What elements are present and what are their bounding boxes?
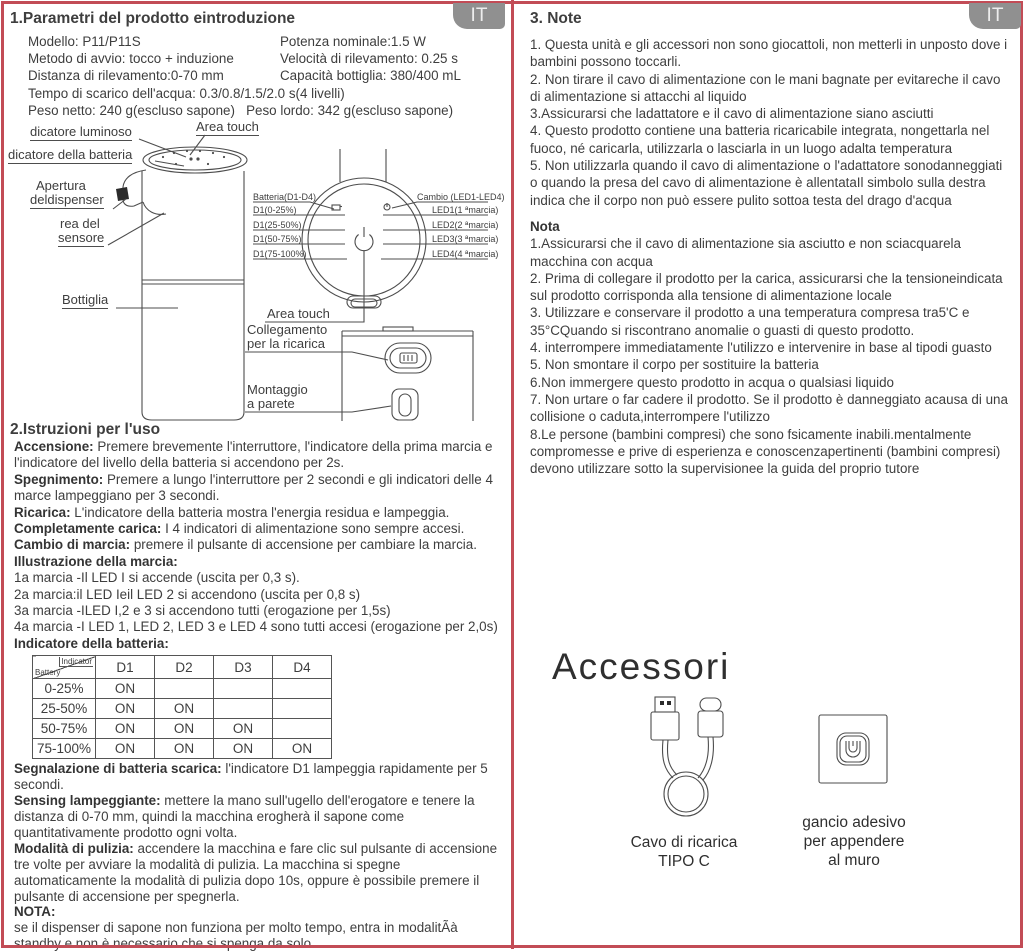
note-3: 3.Assicurarsi che ladattatore e il cavo di alimentazione siano asciutti — [530, 106, 934, 122]
table-header-row — [33, 656, 332, 679]
accessories-drawings — [514, 690, 1024, 830]
section3-title: 3. Note — [530, 10, 582, 27]
label-d1-0-25: D1(0-25%) — [253, 205, 297, 216]
nota-section — [530, 218, 1010, 477]
dispenser-side-view-drawing — [123, 147, 247, 420]
dispenser-back-view-drawing — [342, 327, 473, 421]
sensing-paragraph: Sensing lampeggiante: mettere la mano sull'ugello dell'erogatore e tenere la distanza di 0-70 mm, quindi la macchina erogherà il sapone come quantitativamente prodotto ogni volta. — [14, 793, 475, 840]
product-parameters — [28, 33, 503, 119]
top-led-dots — [162, 150, 225, 165]
notes-list — [530, 36, 1010, 209]
label-montaggio-2: a parete — [247, 396, 295, 412]
gear-line-4: 4a marcia -I LED 1, LED 2, LED 3 e LED 4 sono tutti accesi (erogazione per 2,0s) — [14, 619, 498, 635]
param-detect-distance: Distanza di rilevamento:0-70 mm — [28, 68, 224, 84]
label-bottiglia: Bottiglia — [62, 292, 109, 308]
section1-title: 1.Parametri del prodotto eintroduzione — [10, 10, 296, 27]
wall-hook-drawing — [819, 715, 887, 783]
label-collegamento-1: Collegamento — [247, 322, 328, 338]
col-header-d3: D3 — [214, 656, 273, 679]
usb-cable-drawing — [651, 697, 723, 816]
gear-line-3: 3a marcia -ILED I,2 e 3 si accendono tutti (erogazione per 1,5s) — [14, 603, 391, 619]
usage-instructions — [14, 439, 501, 652]
col-header-d1: D1 — [96, 656, 155, 679]
note-1: 1. Questa unità e gli accessori non sono giocattoli, non metterli in unposto dove i bambini possono toccarli. — [530, 37, 1008, 70]
label-collegamento-2: per la ricarica — [247, 336, 326, 352]
label-area-sensore-2: sensore — [58, 230, 105, 246]
language-badge: IT — [969, 3, 1021, 29]
battery-indicator-table — [32, 655, 332, 759]
section2-title: 2.Istruzioni per l'uso — [10, 421, 161, 439]
label-area-touch-bottom: Area touch — [267, 306, 330, 322]
nozzle-shape — [116, 187, 129, 201]
usage-cambio-marcia: Cambio di marcia: premere il pulsante di accensione per cambiare la marcia. — [14, 537, 477, 553]
left-page — [0, 0, 511, 952]
table-row: 50-75% ON ON ON — [33, 719, 332, 739]
label-d1-50-75: D1(50-75%) — [253, 234, 302, 245]
gear-line-2: 2a marcia:il LED Ieil LED 2 si accendono (uscita per 0,8 s) — [14, 586, 361, 602]
label-deldispenser: deldispenser — [30, 192, 104, 208]
usage-spegnimento: Spegnimento: Premere a lungo l'interruttore per 2 secondi e gli indicatori delle 4 marce lampeggiano per 3 secondi. — [14, 471, 493, 504]
label-led3: LED3(3 ªmarcia) — [432, 234, 499, 245]
right-page — [511, 0, 1024, 949]
label-apertura: Apertura — [36, 178, 86, 194]
label-cambio-led: Cambio (LED1-LED4) — [417, 192, 505, 203]
post-table-text — [14, 761, 501, 952]
nota-item-7: 7. Non urtare o far cadere il prodotto. Se il prodotto è danneggiato acausa di una collisione o caduta,interrompere l'utilizzo — [530, 391, 1008, 425]
language-badge: IT — [453, 3, 505, 29]
label-led1: LED1(1 ªmarcia) — [432, 205, 499, 216]
usb-c-connector — [700, 698, 721, 711]
label-indicatore-batteria: dicatore della batteria — [8, 147, 133, 163]
label-area-touch-top: Area touch — [196, 119, 259, 135]
label-led4: LED4(4 ªmarcia) — [432, 249, 499, 260]
col-header-d4: D4 — [273, 656, 332, 679]
nota-item-2: 2. Prima di collegare il prodotto per la carica, assicurarsi che la tensioneindicata sul prodotto corrisponda alla tensione di alimentazione locale — [530, 270, 1003, 304]
nota-item-6: 6.Non immergere questo prodotto in acqua o qualsiasi liquido — [530, 374, 894, 390]
label-batteria-d1d4: Batteria(D1-D4) — [253, 192, 317, 203]
param-discharge-time: Tempo di scarico dell'acqua: 0.3/0.8/1.5/2.0 s(4 livelli) — [28, 85, 345, 101]
note-4: 4. Questo prodotto contiene una batteria ricaricabile integrata, nongettarla nel fuoco, né caricarla, utilizzarla o lasciarla in un luogo adalta temperatura — [530, 123, 990, 156]
table-row: 25-50% ON ON — [33, 699, 332, 719]
param-start-method: Metodo di avvio: tocco + induzione — [28, 51, 234, 67]
nota-item-3: 3. Utilizzare e conservare il prodotto a una temperatura compresa tra5'C e 35°CQuando si riscontrano anomalie o guasti di questo prodotto. — [530, 305, 970, 338]
param-weights: Peso netto: 240 g(escluso sapone) Peso lordo: 342 g(escluso sapone) — [28, 102, 454, 118]
cable-label: Cavo di ricarica TIPO C — [630, 834, 738, 870]
param-model: Modello: P11/P11S — [28, 34, 141, 49]
accessories-section — [514, 640, 1024, 940]
nota-text: se il dispenser di sapone non funziona per molto tempo, entra in modalitÃà standby e non è necessario che si spenga da solo. — [14, 920, 458, 952]
col-header-d2: D2 — [155, 656, 214, 679]
product-diagram — [0, 119, 511, 421]
table-row: 0-25% ON — [33, 679, 332, 699]
gear-line-1: 1a marcia -Il LED I si accende (uscita per 0,3 s). — [14, 570, 300, 586]
label-led2: LED2(2 ªmarcia) — [432, 220, 499, 231]
note-2: 2. Non tirare il cavo di alimentazione con le mani bagnate per evitareche il cavo di alimentazione si attacchi al liquido — [530, 71, 1001, 104]
label-area-sensore-1: rea del — [60, 216, 100, 232]
table-corner-cell: Indicator Battery — [33, 656, 96, 679]
hook-label: gancio adesivo per appendere al muro — [802, 814, 906, 869]
gear-illustration-title: Illustrazione della marcia: — [14, 553, 178, 569]
param-bottle-capacity: Capacità bottiglia: 380/400 mL — [280, 68, 461, 84]
label-d1-75-100: D1(75-100%) — [253, 249, 307, 260]
dispenser-drawings — [0, 119, 511, 421]
label-indicatore-luminoso: dicatore luminoso — [30, 124, 132, 140]
nota-item-5: 5. Non smontare il corpo per sostituire la batteria — [530, 357, 819, 373]
accessories-title: Accessori — [552, 646, 731, 687]
low-battery-paragraph: Segnalazione di batteria scarica: l'indicatore D1 lampeggia rapidamente per 5 secondi. — [14, 761, 488, 793]
usage-accensione: Accensione: Premere brevemente l'interruttore, l'indicatore della prima marcia e l'indicatore del livello della batteria si accendono per 2s. — [14, 439, 493, 471]
usage-ricarica: Ricarica: L'indicatore della batteria mostra l'energia residua e lampeggia. — [14, 504, 450, 520]
label-montaggio-1: Montaggio — [247, 382, 308, 398]
param-detect-speed: Velocità di rilevamento: 0.25 s — [280, 51, 458, 67]
param-power: Potenza nominale:1.5 W — [280, 34, 426, 49]
nota-item-8: 8.Le persone (bambini compresi) che sono fsicamente inabili.mentalmente compromesse e prive di esperienza e conoscenzapertinenti (bambini compresi) devono utilizzare sotto la supervisionee la guida del proprio tutore — [530, 426, 1001, 477]
cleaning-mode-paragraph: Modalità di pulizia: accendere la macchina e fare clic sul pulsante di accensione tre volte per avviare la modalità di pulizia. La macchina si spegne automaticamente la modalità di pulizia dopo 10s, oppure è possibile premere il pulsante di accensione per spegnerla. — [14, 840, 498, 904]
table-row: 75-100% ON ON ON ON — [33, 739, 332, 759]
nota-title: NOTA: — [14, 904, 56, 920]
nota-item-4: 4. interrompere immediatamente l'utilizzo e intervenire in base al tipodi guasto — [530, 340, 992, 356]
usage-completamente-carica: Completamente carica: I 4 indicatori di alimentazione sono sempre accesi. — [14, 521, 465, 537]
battery-indicator-title: Indicatore della batteria: — [14, 635, 169, 651]
label-d1-25-50: D1(25-50%) — [253, 220, 302, 231]
note-5: 5. Non utilizzarla quando il cavo di alimentazione o l'adattatore sonodanneggiati o quando la presa del cavo di alimentazione è allentataIl simbolo sulla destra indica che il corpo non può essere pulito sottoa testa del drago d'acqua — [530, 158, 1003, 208]
nota-item-1: 1.Assicurarsi che il cavo di alimentazione sia asciutto e non sciacquarela macchina con acqua — [530, 236, 961, 269]
nota-title: Nota — [530, 218, 560, 234]
